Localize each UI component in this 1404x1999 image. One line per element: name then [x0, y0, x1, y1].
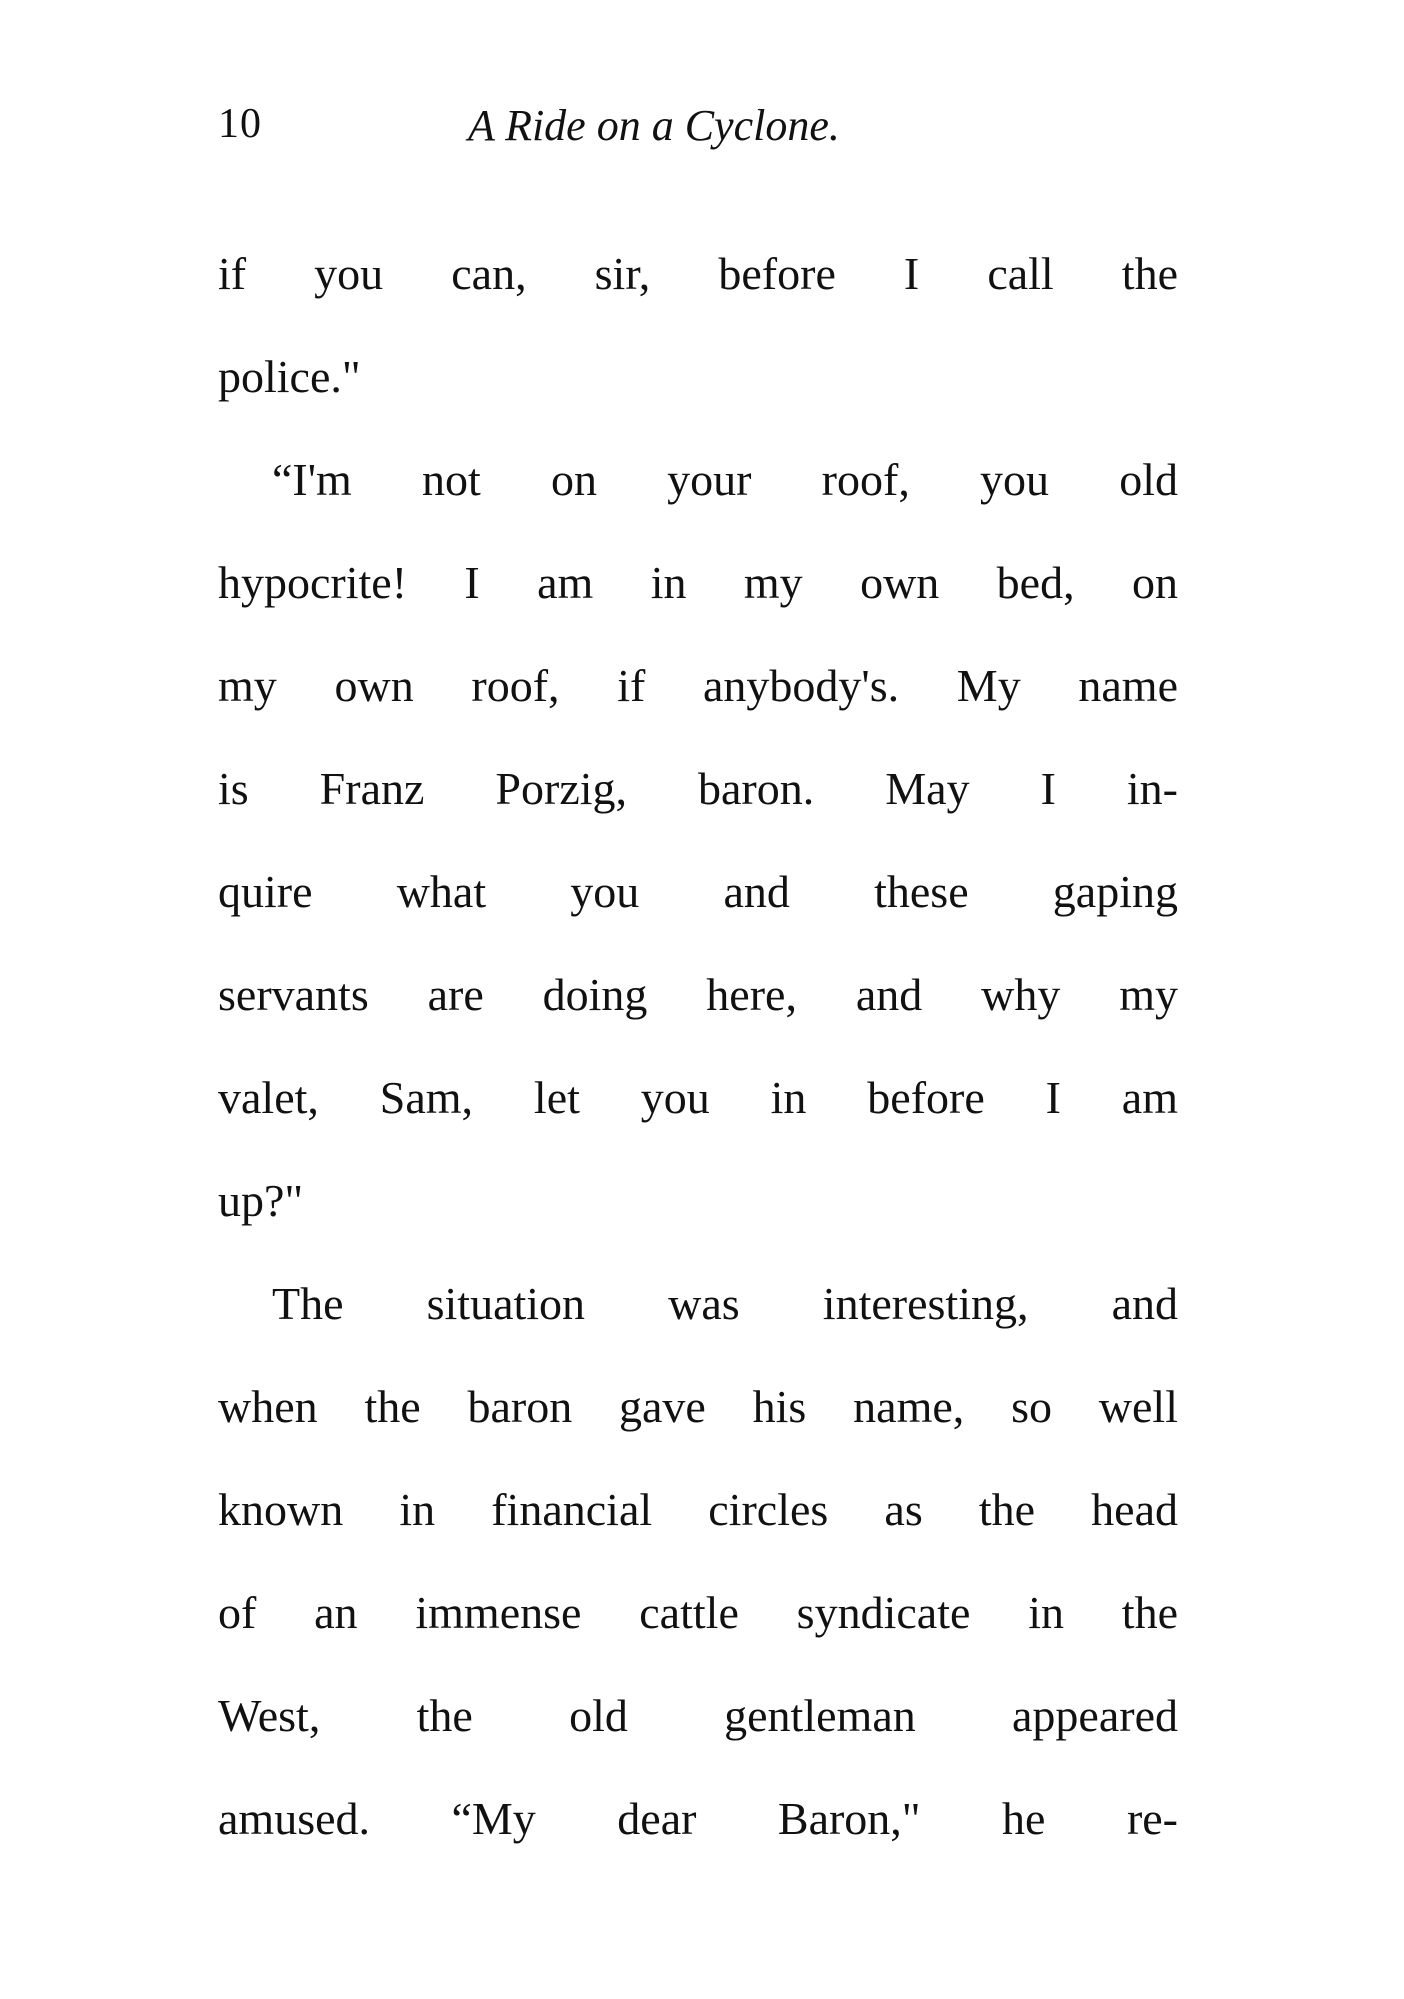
body-text — [218, 222, 1178, 1870]
text-line: if you can, sir, before I call the — [218, 248, 1178, 299]
running-title: A Ride on a Cyclone. — [468, 101, 840, 150]
text-line: West, the old gentleman appeared — [218, 1690, 1178, 1741]
text-line: The situation was interesting, and — [272, 1278, 1178, 1329]
text-line: valet, Sam, let you in before I am — [218, 1072, 1178, 1123]
text-line: hypocrite! I am in my own bed, on — [218, 557, 1178, 608]
text-line: known in financial circles as the head — [218, 1484, 1178, 1535]
text-line: when the baron gave his name, so well — [218, 1381, 1178, 1432]
text-line: my own roof, if anybody's. My name — [218, 660, 1178, 711]
page-number: 10 — [218, 101, 262, 147]
text-line: of an immense cattle syndicate in the — [218, 1587, 1178, 1638]
text-line: amused. “My dear Baron," he re- — [218, 1793, 1178, 1844]
text-line: servants are doing here, and why my — [218, 969, 1178, 1020]
running-head — [218, 100, 938, 170]
text-line: “I'm not on your roof, you old — [272, 454, 1178, 505]
text-line: is Franz Porzig, baron. May I in- — [218, 763, 1178, 814]
text-line: quire what you and these gaping — [218, 866, 1178, 917]
text-line: up?" — [218, 1175, 304, 1226]
text-line: police." — [218, 351, 361, 402]
